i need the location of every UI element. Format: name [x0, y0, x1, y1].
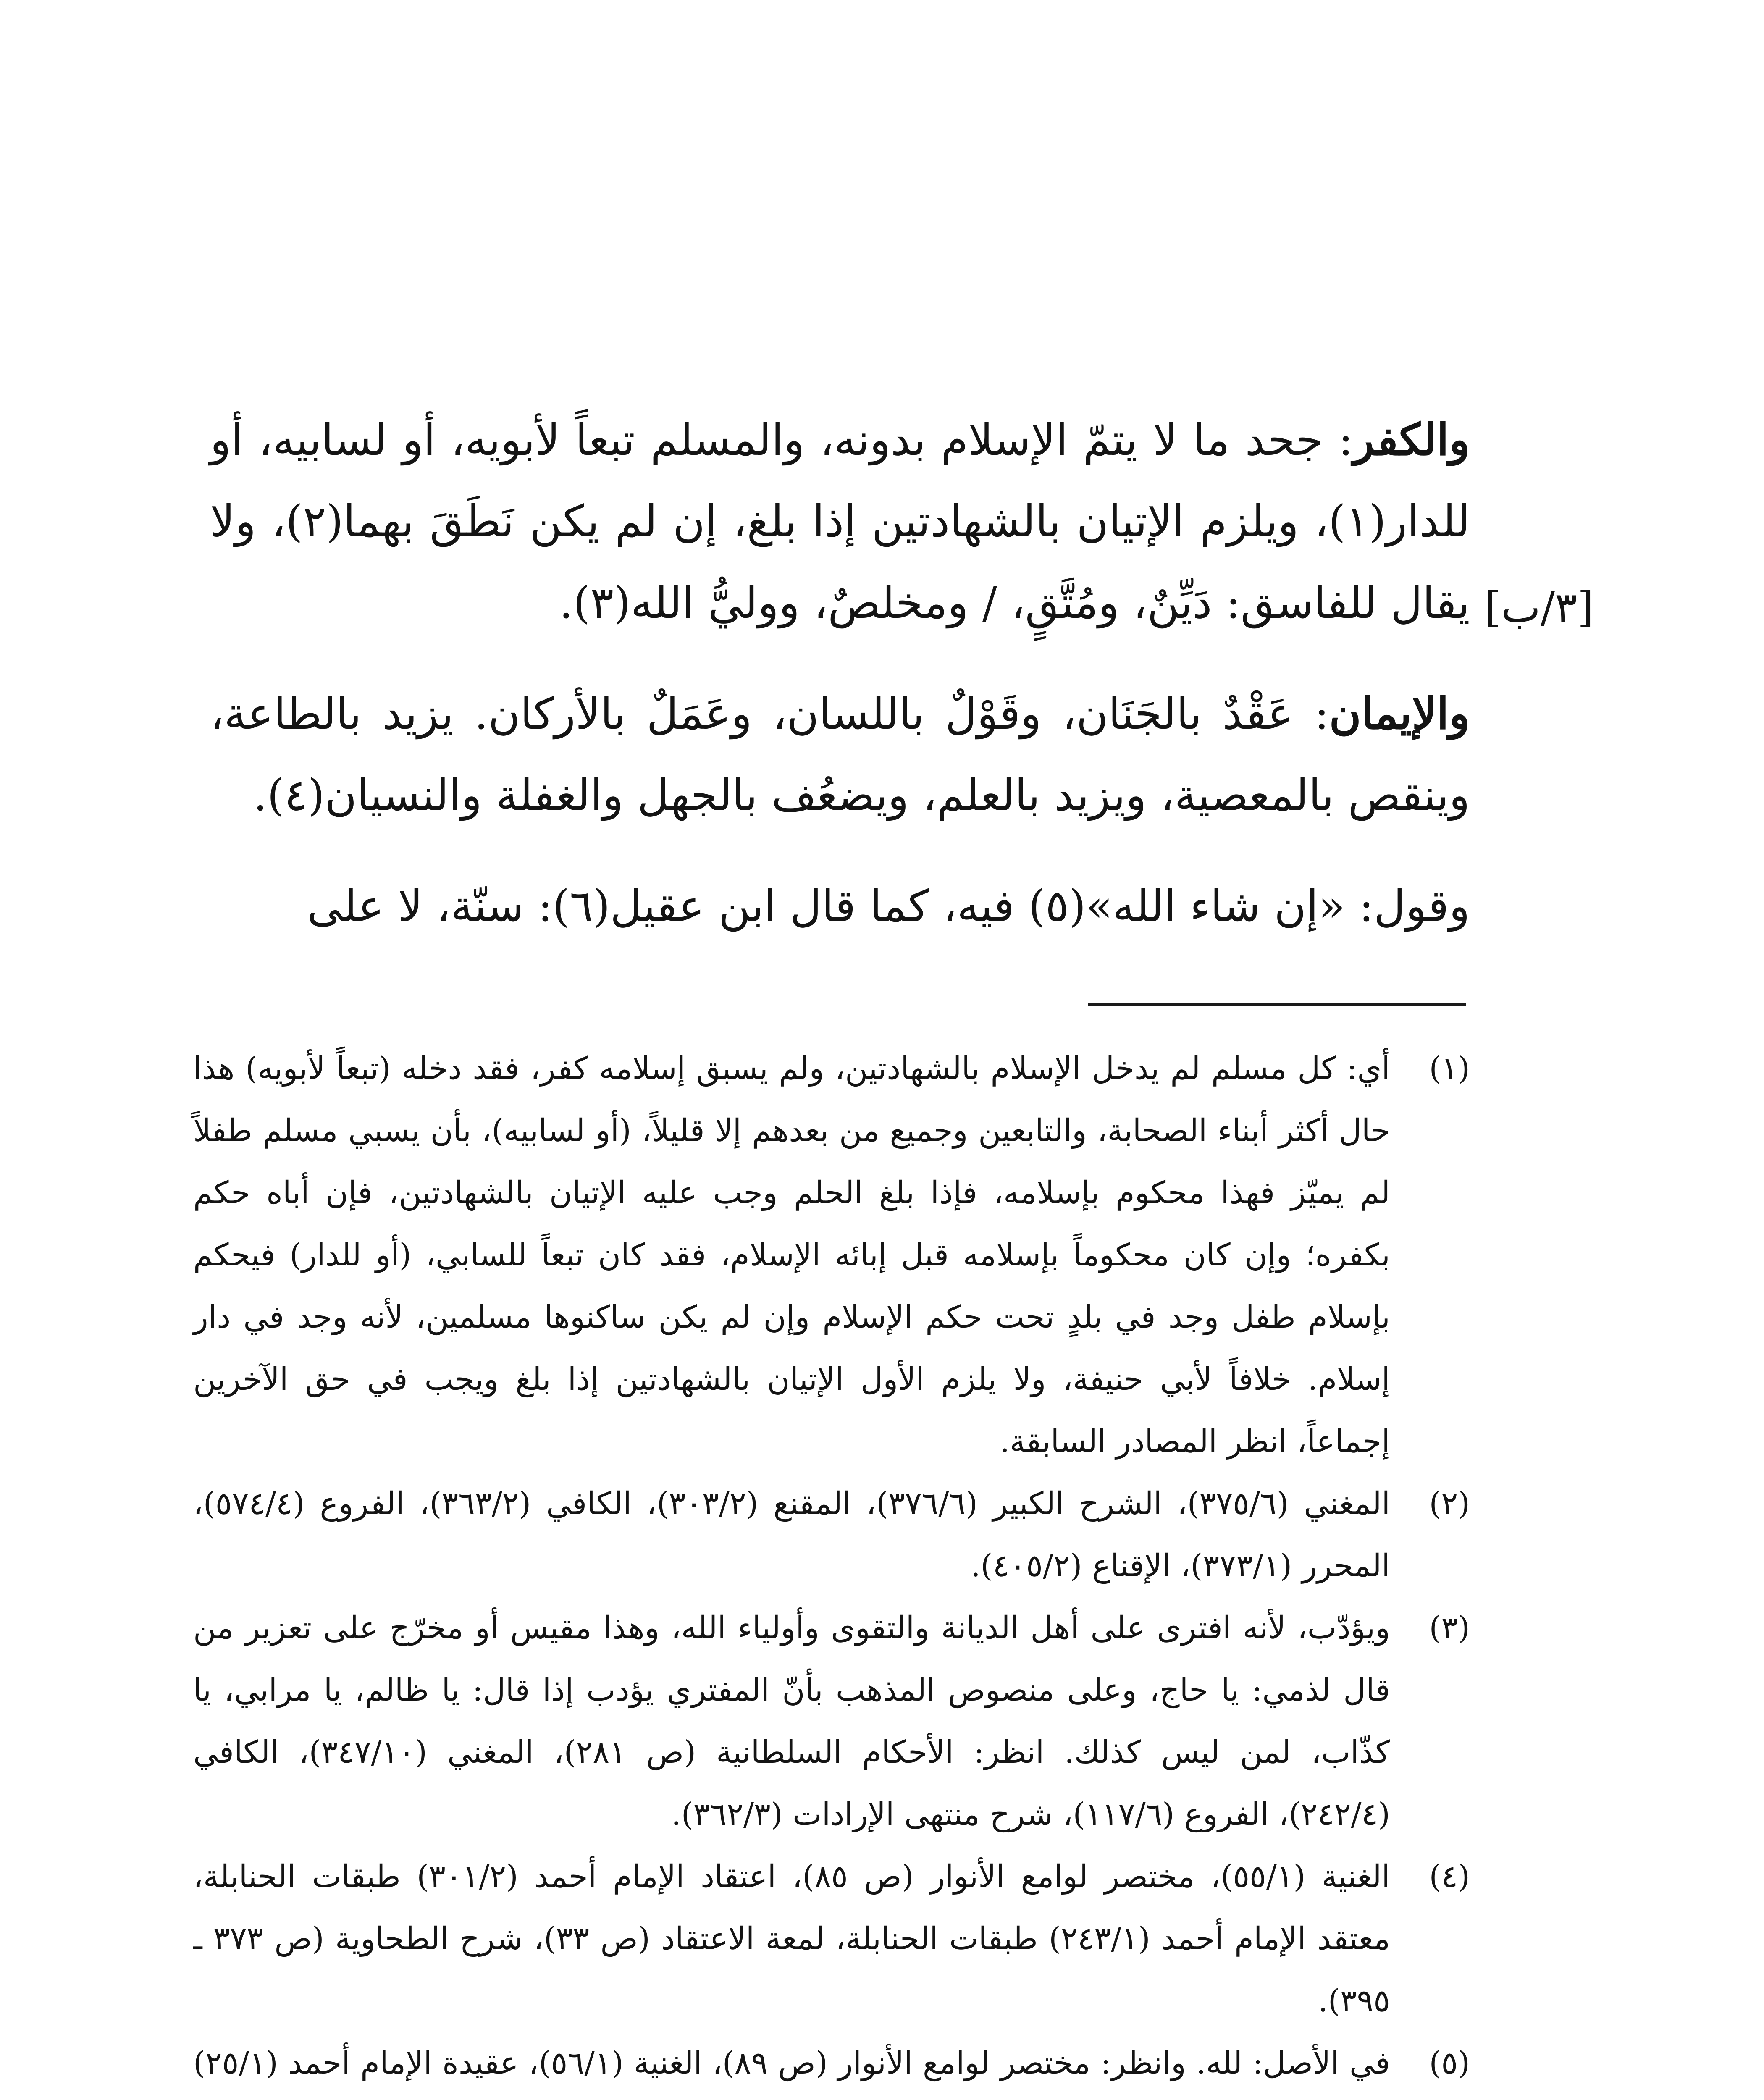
footnotes: [193, 1037, 1470, 2100]
footnote-text: أي: كل مسلم لم يدخل الإسلام بالشهادتين، ولم يسبق إسلامه كفر، فقد دخله (تبعاً لأبويه) هذا حال أكثر أبناء الصحابة، والتابعين وجميع من بعدهم إلا قليلاً، (أو لسابيه)، بأن يسبي مسلم طفلاً لم يميّز فهذا محكوم بإسلامه، فإذا بلغ الحلم وجب عليه الإتيان بالشهادتين، فإن أباه حكم بكفره؛ وإن كان محكوماً بإسلامه قبل إبائه الإسلام، فقد كان تبعاً للسابي، (أو للدار) فيحكم بإسلام طفل وجد في بلدٍ تحت حكم الإسلام وإن لم يكن ساكنوها مسلمين، لأنه وجد في دار إسلام. خلافاً لأبي حنيفة، ولا يلزم الأول الإتيان بالشهادتين إذا بلغ ويجب في حق الآخرين إجماعاً، انظر المصادر السابقة.: [193, 1050, 1390, 1460]
paragraph-iman: [210, 673, 1470, 836]
footnote-separator: [1088, 1003, 1466, 1006]
footnote-5: [193, 2032, 1470, 2100]
footnote-4: [193, 1845, 1470, 2032]
term-iman: والإيمان: [1329, 688, 1470, 739]
footnote-number: (٣): [1429, 1610, 1470, 1646]
footnote-number: (١): [1429, 1050, 1470, 1087]
manuscript-folio-marker: [٣/ب]: [1485, 583, 1594, 632]
footnote-number: (٢): [1429, 1486, 1470, 1522]
footnote-text: في الأصل: لله. وانظر: مختصر لوامع الأنوار (ص ٨٩)، الغنية (٥٦/١)، عقيدة الإمام أحمد (٢٥/١): [193, 2045, 1391, 2081]
footnote-number: (٤): [1429, 1858, 1470, 1895]
footnote-number: (٥): [1429, 2045, 1470, 2081]
footnote-2: [193, 1473, 1470, 1597]
term-kufr: والكفر: [1353, 414, 1470, 465]
footnote-text: المغني (٣٧٥/٦)، الشرح الكبير (٣٧٦/٦)، المقنع (٣٠٣/٢)، الكافي (٣٦٣/٢)، الفروع (٥٧٤/٤)، المحرر (٣٧٣/١)، الإقناع (٤٠٥/٢).: [193, 1486, 1391, 1584]
paragraph-kufr: [210, 399, 1470, 643]
paragraph-kufr-text: : جحد ما لا يتمّ الإسلام بدونه، والمسلم تبعاً لأبويه، أو لسابيه، أو للدار(١)، ويلزم الإتيان بالشهادتين إذا بلغ، إن لم يكن نَطَقَ بهما(٢)، ولا يقال للفاسق: دَيِّنٌ، ومُتَّقٍ، / ومخلصٌ، ووليُّ الله(٣).: [210, 414, 1470, 628]
footnote-text: الغنية (٥٥/١)، مختصر لوامع الأنوار (ص ٨٥)، اعتقاد الإمام أحمد (٣٠١/٢) طبقات الحنابلة، معتقد الإمام أحمد (٢٤٣/١) طبقات الحنابلة، لمعة الاعتقاد (ص ٣٣)، شرح الطحاوية (ص ٣٧٣ ـ ٣٩٥).: [193, 1858, 1390, 2019]
footnote-1: [193, 1037, 1470, 1473]
footnote-text: ويؤدّب، لأنه افترى على أهل الديانة والتقوى وأولياء الله، وهذا مقيس أو مخرّج على تعزير من قال لذمي: يا حاج، وعلى منصوص المذهب بأنّ المفتري يؤدب إذا قال: يا ظالم، يا مرابي، يا كذّاب، لمن ليس كذلك. انظر: الأحكام السلطانية (ص ٢٨١)، المغني (٣٤٧/١٠)، الكافي (٢٤٢/٤)، الفروع (١١٧/٦)، شرح منتهى الإرادات (٣٦٢/٣).: [193, 1610, 1391, 1832]
footnote-3: [193, 1597, 1470, 1845]
paragraph-istithna: وقول: «إن شاء الله»(٥) فيه، كما قال ابن عقيل(٦): سنّة، لا على: [307, 880, 1470, 932]
main-text: [210, 399, 1470, 947]
paragraph-iman-text: : عَقْدٌ بالجَنَان، وقَوْلٌ باللسان، وعَمَلٌ بالأركان. يزيد بالطاعة، وينقص بالمعصية، ويزيد بالعلم، ويضعُف بالجهل والغفلة والنسيان(٤).: [210, 688, 1470, 821]
